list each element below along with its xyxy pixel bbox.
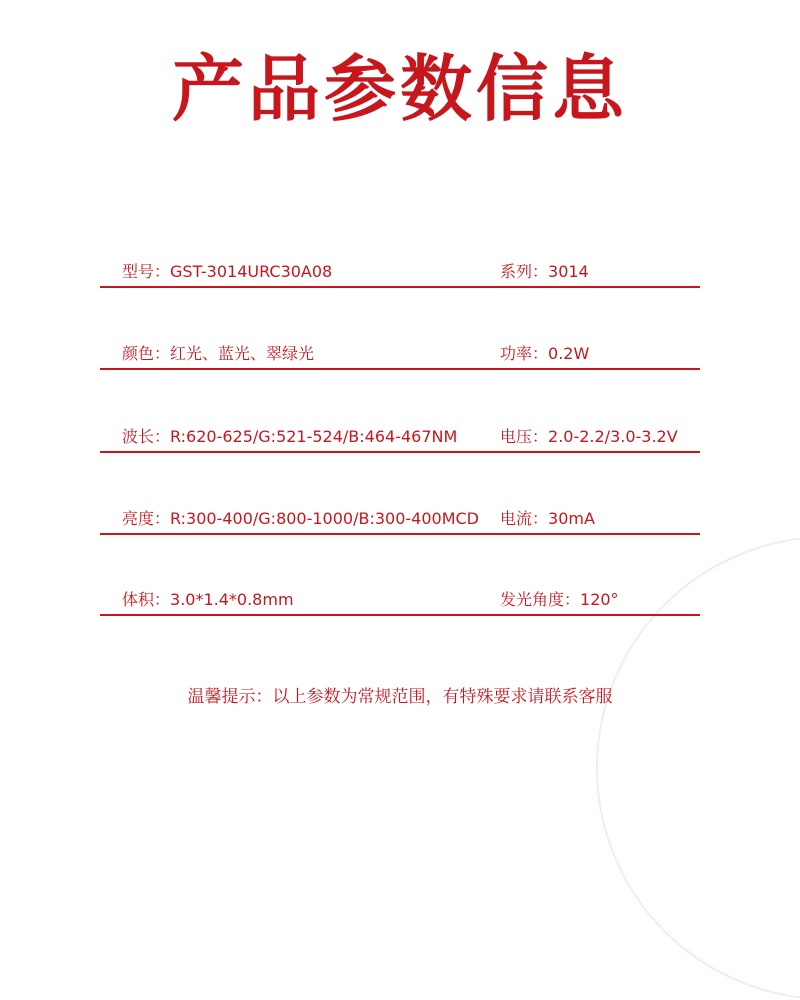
spec-value: R:620-625/G:521-524/B:464-467NM: [170, 427, 458, 446]
footnote: 温馨提示：以上参数为常规范围，有特殊要求请联系客服: [187, 687, 613, 707]
spec-value: 120°: [580, 590, 619, 609]
spec-row-color-power: [100, 338, 700, 370]
spec-value: R:300-400/G:800-1000/B:300-400MCD: [170, 509, 479, 528]
spec-value: 3014: [548, 262, 589, 281]
spec-label: 电压：: [500, 427, 549, 446]
spec-voltage: [500, 427, 678, 447]
spec-wavelength: [122, 427, 457, 447]
spec-model: [122, 262, 332, 282]
spec-label: 电流：: [500, 509, 549, 528]
row-divider: [100, 614, 700, 616]
spec-row-wavelength-voltage: [100, 421, 700, 453]
spec-current: [500, 509, 595, 529]
spec-label: 波长：: [122, 427, 171, 446]
spec-value: 3.0*1.4*0.8mm: [170, 590, 294, 609]
row-divider: [100, 368, 700, 370]
spec-label: 系列：: [500, 262, 549, 281]
spec-value: 红光、蓝光、翠绿光: [170, 344, 315, 363]
spec-beam-angle: [500, 590, 619, 610]
spec-color: [122, 344, 314, 364]
spec-brightness: [122, 509, 479, 529]
spec-power: [500, 344, 589, 364]
spec-value: 30mA: [548, 509, 595, 528]
spec-value: GST-3014URC30A08: [170, 262, 333, 281]
spec-label: 体积：: [122, 590, 171, 609]
page-title: 产品参数信息: [171, 47, 628, 131]
spec-row-brightness-current: [100, 503, 700, 535]
spec-label: 发光角度：: [500, 590, 581, 609]
spec-value: 0.2W: [548, 344, 590, 363]
row-divider: [100, 533, 700, 535]
spec-label: 亮度：: [122, 509, 171, 528]
row-divider: [100, 451, 700, 453]
spec-row-model-series: [100, 256, 700, 288]
spec-label: 功率：: [500, 344, 549, 363]
spec-label: 颜色：: [122, 344, 171, 363]
spec-series: [500, 262, 589, 282]
spec-size: [122, 590, 294, 610]
spec-value: 2.0-2.2/3.0-3.2V: [548, 427, 678, 446]
spec-label: 型号：: [122, 262, 171, 281]
spec-row-size-angle: [100, 584, 700, 616]
row-divider: [100, 286, 700, 288]
